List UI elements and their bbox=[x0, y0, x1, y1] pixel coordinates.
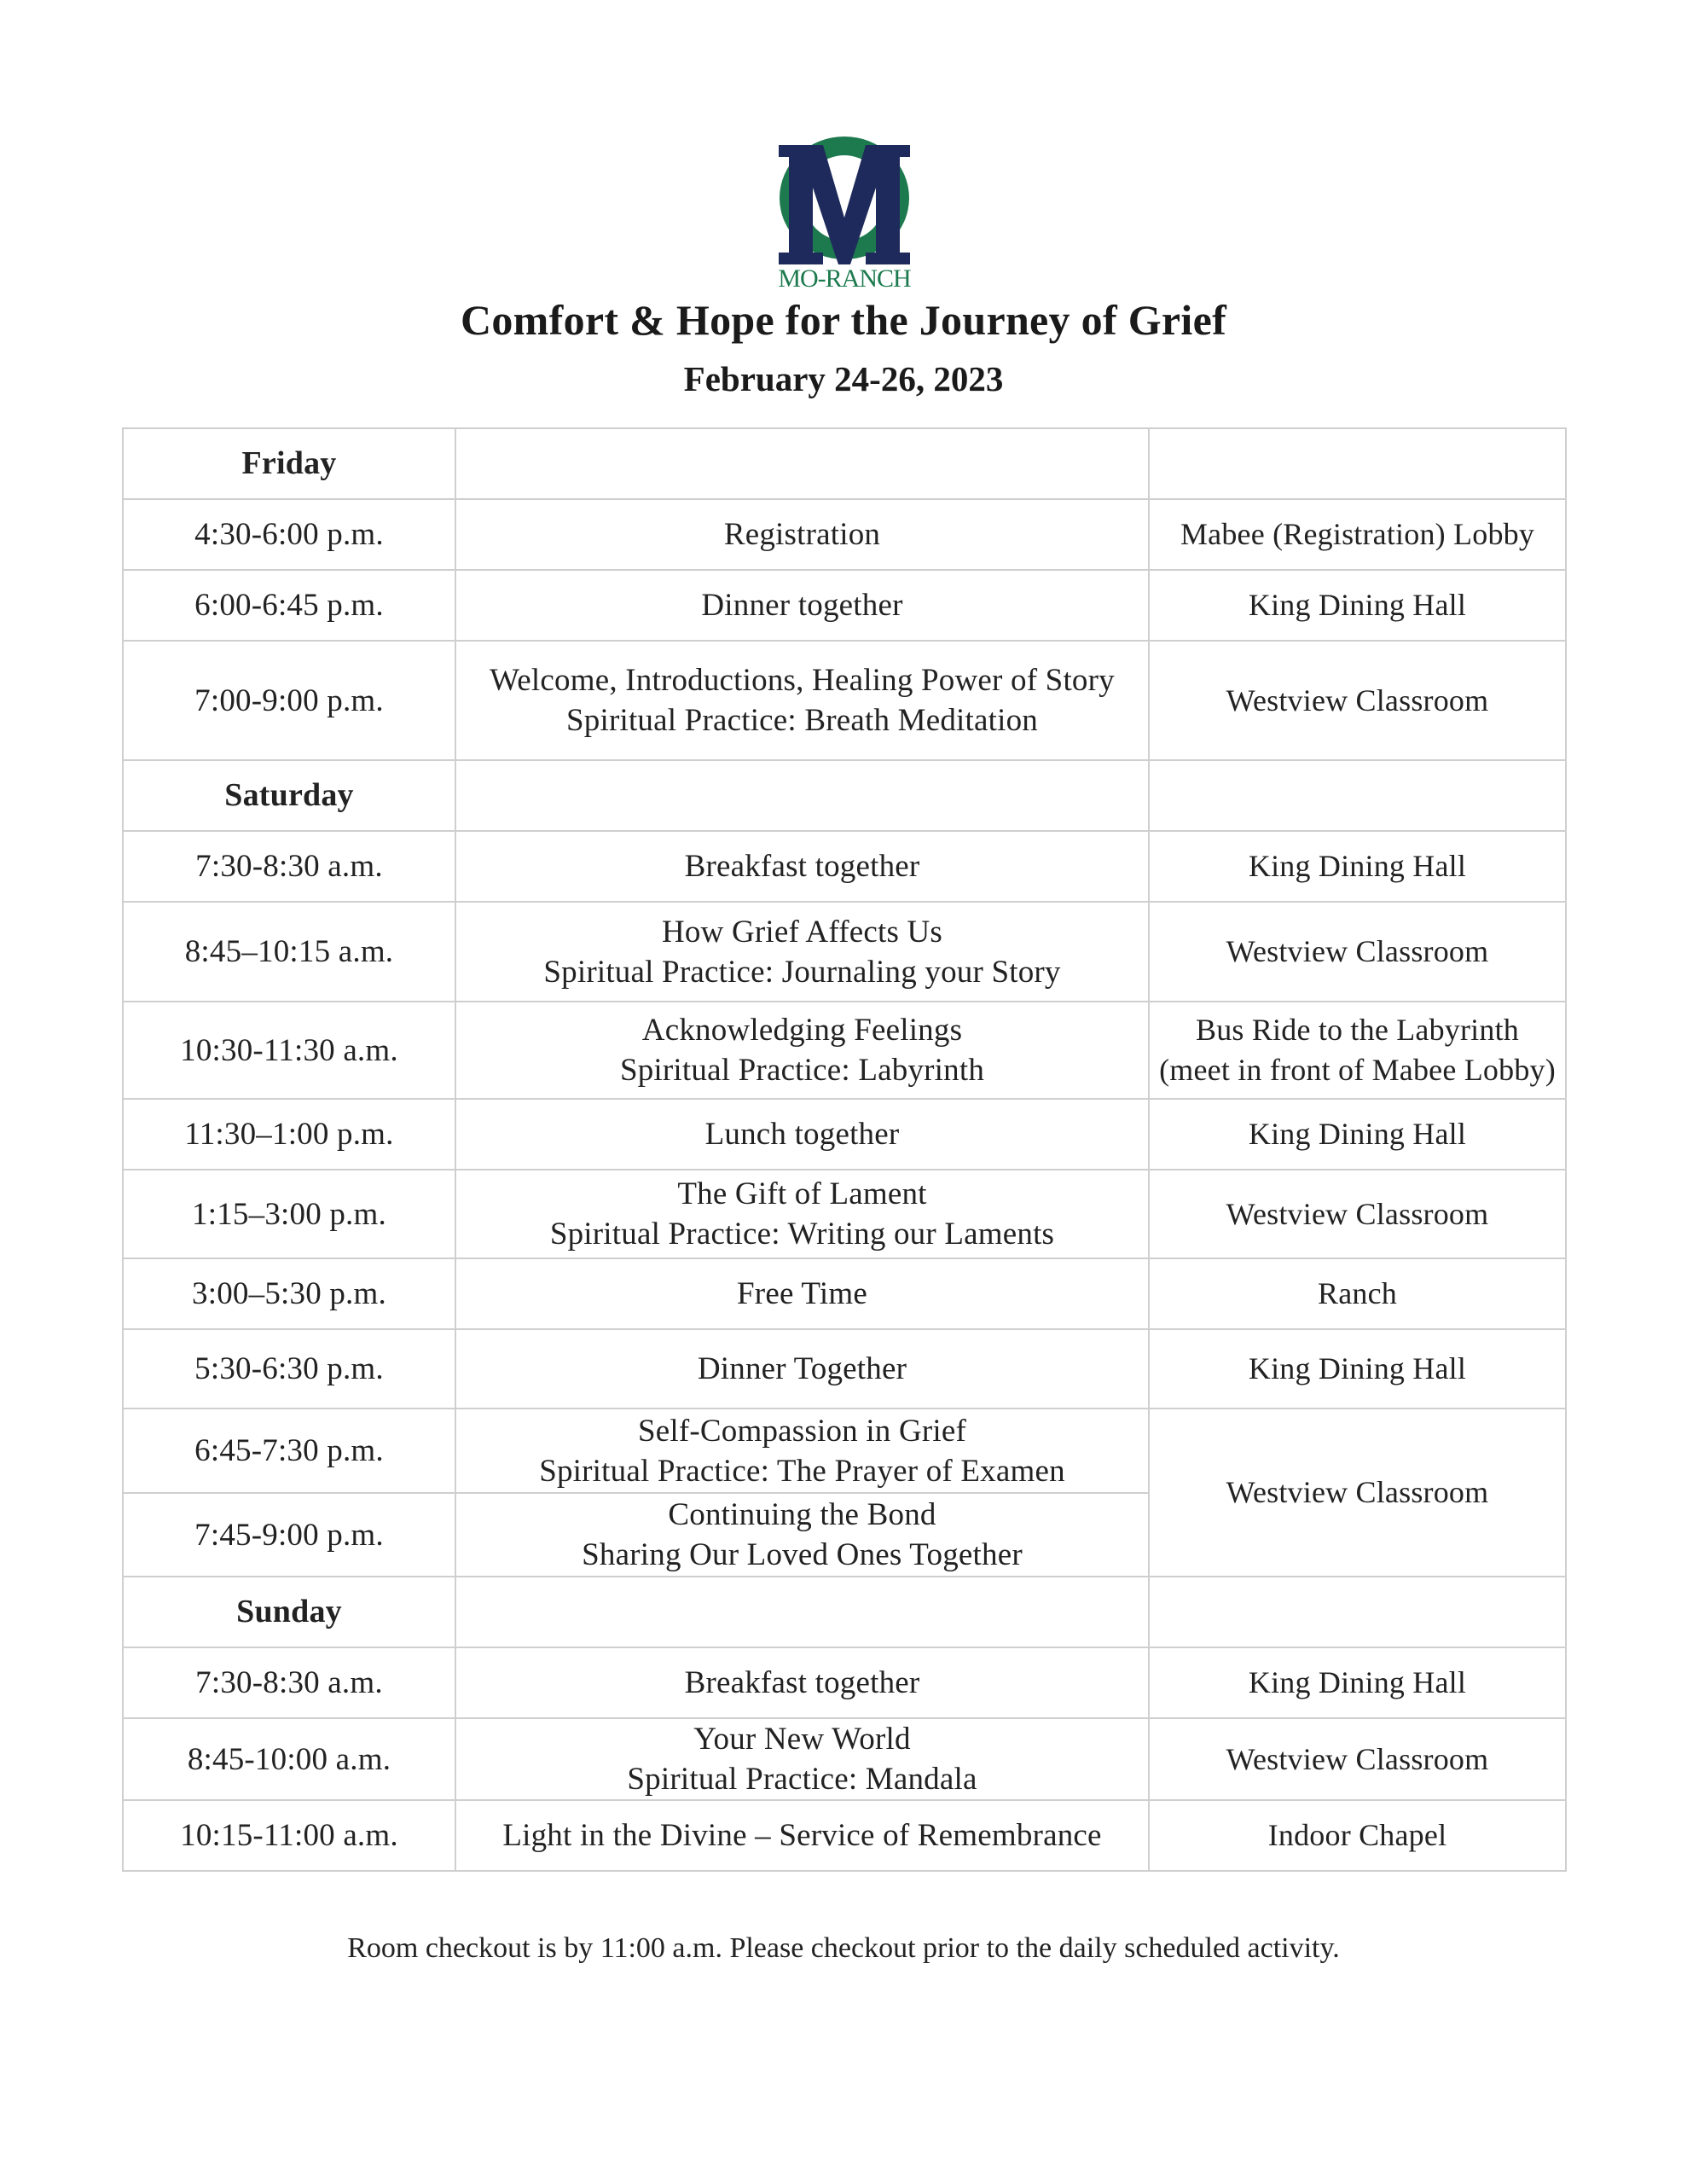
location-line: (meet in front of Mabee Lobby) bbox=[1159, 1053, 1556, 1087]
activity-cell bbox=[455, 831, 1149, 902]
day-header-row bbox=[123, 760, 1566, 831]
activity-line: Spiritual Practice: Labyrinth bbox=[619, 1053, 985, 1088]
location-cell bbox=[1149, 1718, 1566, 1800]
activity-cell bbox=[455, 570, 1149, 641]
location-line: Westview Classroom bbox=[1226, 1196, 1489, 1231]
activity-cell bbox=[455, 641, 1149, 760]
location-cell bbox=[1149, 902, 1566, 1002]
time-cell: 1:15–3:00 p.m. bbox=[123, 1170, 455, 1258]
empty-cell bbox=[455, 760, 1149, 831]
location-line: Mabee (Registration) Lobby bbox=[1180, 517, 1535, 551]
activity-cell bbox=[455, 1800, 1149, 1871]
location-cell bbox=[1149, 1329, 1566, 1409]
day-label: Friday bbox=[123, 428, 455, 499]
table-row bbox=[123, 1099, 1566, 1170]
time-cell: 7:30-8:30 a.m. bbox=[123, 1647, 455, 1718]
location-line: Westview Classroom bbox=[1226, 1741, 1489, 1776]
table-row bbox=[123, 831, 1566, 902]
activity-line: Self-Compassion in Grief bbox=[637, 1413, 967, 1449]
location-cell bbox=[1149, 1258, 1566, 1329]
activity-cell bbox=[455, 902, 1149, 1002]
location-cell bbox=[1149, 1647, 1566, 1718]
location-line: King Dining Hall bbox=[1248, 588, 1467, 622]
activity-line: Registration bbox=[723, 517, 881, 552]
empty-cell bbox=[1149, 428, 1566, 499]
table-row bbox=[123, 1329, 1566, 1409]
location-cell bbox=[1149, 570, 1566, 641]
location-cell bbox=[1149, 1409, 1566, 1577]
day-header-row bbox=[123, 1577, 1566, 1647]
checkout-note: Room checkout is by 11:00 a.m. Please checkout prior to the daily scheduled activity. bbox=[347, 1932, 1340, 1964]
table-row bbox=[123, 1258, 1566, 1329]
location-line: King Dining Hall bbox=[1248, 1665, 1467, 1699]
activity-cell bbox=[455, 1718, 1149, 1800]
location-line: Ranch bbox=[1318, 1276, 1397, 1310]
activity-cell bbox=[455, 1170, 1149, 1258]
time-cell: 6:45-7:30 p.m. bbox=[123, 1409, 455, 1493]
table-row bbox=[123, 1718, 1566, 1800]
activity-line: Dinner Together bbox=[697, 1351, 907, 1386]
table-row bbox=[123, 902, 1566, 1002]
table-row bbox=[123, 1800, 1566, 1871]
day-header-row bbox=[123, 428, 1566, 499]
table-row bbox=[123, 1647, 1566, 1718]
location-line: Westview Classroom bbox=[1226, 682, 1489, 717]
activity-line: Acknowledging Feelings bbox=[641, 1013, 963, 1048]
activity-cell bbox=[455, 1329, 1149, 1409]
location-line: Westview Classroom bbox=[1226, 1475, 1489, 1509]
activity-line: Sharing Our Loved Ones Together bbox=[582, 1537, 1023, 1572]
activity-line: Spiritual Practice: Breath Meditation bbox=[565, 703, 1038, 738]
location-line: King Dining Hall bbox=[1248, 849, 1467, 883]
time-cell: 5:30-6:30 p.m. bbox=[123, 1329, 455, 1409]
logo-wordmark: MO-RANCH bbox=[778, 264, 911, 293]
time-cell: 7:45-9:00 p.m. bbox=[123, 1493, 455, 1577]
activity-line: Light in the Divine – Service of Remembrance bbox=[502, 1818, 1102, 1853]
location-line: Westview Classroom bbox=[1226, 934, 1489, 968]
day-label: Saturday bbox=[123, 760, 455, 831]
event-dates: February 24-26, 2023 bbox=[683, 359, 1004, 398]
time-cell: 10:15-11:00 a.m. bbox=[123, 1800, 455, 1871]
activity-cell bbox=[455, 1409, 1149, 1493]
activity-line: Spiritual Practice: The Prayer of Examen bbox=[539, 1453, 1065, 1489]
time-cell: 11:30–1:00 p.m. bbox=[123, 1099, 455, 1170]
time-cell: 7:00-9:00 p.m. bbox=[123, 641, 455, 760]
activity-line: Dinner together bbox=[701, 588, 903, 623]
time-cell: 10:30-11:30 a.m. bbox=[123, 1002, 455, 1099]
activity-cell bbox=[455, 1002, 1149, 1099]
activity-cell bbox=[455, 1647, 1149, 1718]
activity-line: Welcome, Introductions, Healing Power of Story bbox=[490, 663, 1115, 698]
activity-line: Spiritual Practice: Journaling your Story bbox=[543, 954, 1061, 990]
time-cell: 8:45–10:15 a.m. bbox=[123, 902, 455, 1002]
table-row bbox=[123, 1002, 1566, 1099]
activity-line: Breakfast together bbox=[684, 849, 920, 884]
time-cell: 7:30-8:30 a.m. bbox=[123, 831, 455, 902]
location-cell bbox=[1149, 1800, 1566, 1871]
activity-cell bbox=[455, 1493, 1149, 1577]
empty-cell bbox=[1149, 1577, 1566, 1647]
activity-line: Your New World bbox=[693, 1722, 911, 1757]
location-line: King Dining Hall bbox=[1248, 1117, 1467, 1151]
table-row bbox=[123, 499, 1566, 570]
location-cell bbox=[1149, 499, 1566, 570]
table-row bbox=[123, 570, 1566, 641]
table-row bbox=[123, 1409, 1566, 1493]
time-cell: 3:00–5:30 p.m. bbox=[123, 1258, 455, 1329]
location-cell bbox=[1149, 1170, 1566, 1258]
empty-cell bbox=[1149, 760, 1566, 831]
activity-line: Free Time bbox=[737, 1276, 867, 1311]
table-row bbox=[123, 641, 1566, 760]
activity-line: Continuing the Bond bbox=[668, 1497, 936, 1532]
time-cell: 4:30-6:00 p.m. bbox=[123, 499, 455, 570]
table-row bbox=[123, 1170, 1566, 1258]
activity-cell bbox=[455, 499, 1149, 570]
day-label: Sunday bbox=[123, 1577, 455, 1647]
activity-line: How Grief Affects Us bbox=[661, 914, 943, 950]
page-title: Comfort & Hope for the Journey of Grief bbox=[460, 296, 1227, 344]
activity-line: Lunch together bbox=[704, 1117, 900, 1152]
schedule-table bbox=[122, 427, 1567, 1872]
location-cell bbox=[1149, 1002, 1566, 1099]
empty-cell bbox=[455, 428, 1149, 499]
activity-line: Spiritual Practice: Writing our Laments bbox=[549, 1217, 1055, 1252]
activity-line: The Gift of Lament bbox=[677, 1176, 927, 1211]
location-cell bbox=[1149, 831, 1566, 902]
time-cell: 6:00-6:45 p.m. bbox=[123, 570, 455, 641]
mo-ranch-logo bbox=[772, 136, 917, 294]
empty-cell bbox=[455, 1577, 1149, 1647]
location-cell bbox=[1149, 1099, 1566, 1170]
activity-line: Breakfast together bbox=[684, 1665, 920, 1700]
location-line: King Dining Hall bbox=[1248, 1351, 1467, 1385]
location-line: Bus Ride to the Labyrinth bbox=[1196, 1013, 1519, 1047]
activity-line: Spiritual Practice: Mandala bbox=[627, 1762, 977, 1797]
location-cell bbox=[1149, 641, 1566, 760]
activity-cell bbox=[455, 1099, 1149, 1170]
activity-cell bbox=[455, 1258, 1149, 1329]
location-line: Indoor Chapel bbox=[1267, 1818, 1447, 1852]
time-cell: 8:45-10:00 a.m. bbox=[123, 1718, 455, 1800]
